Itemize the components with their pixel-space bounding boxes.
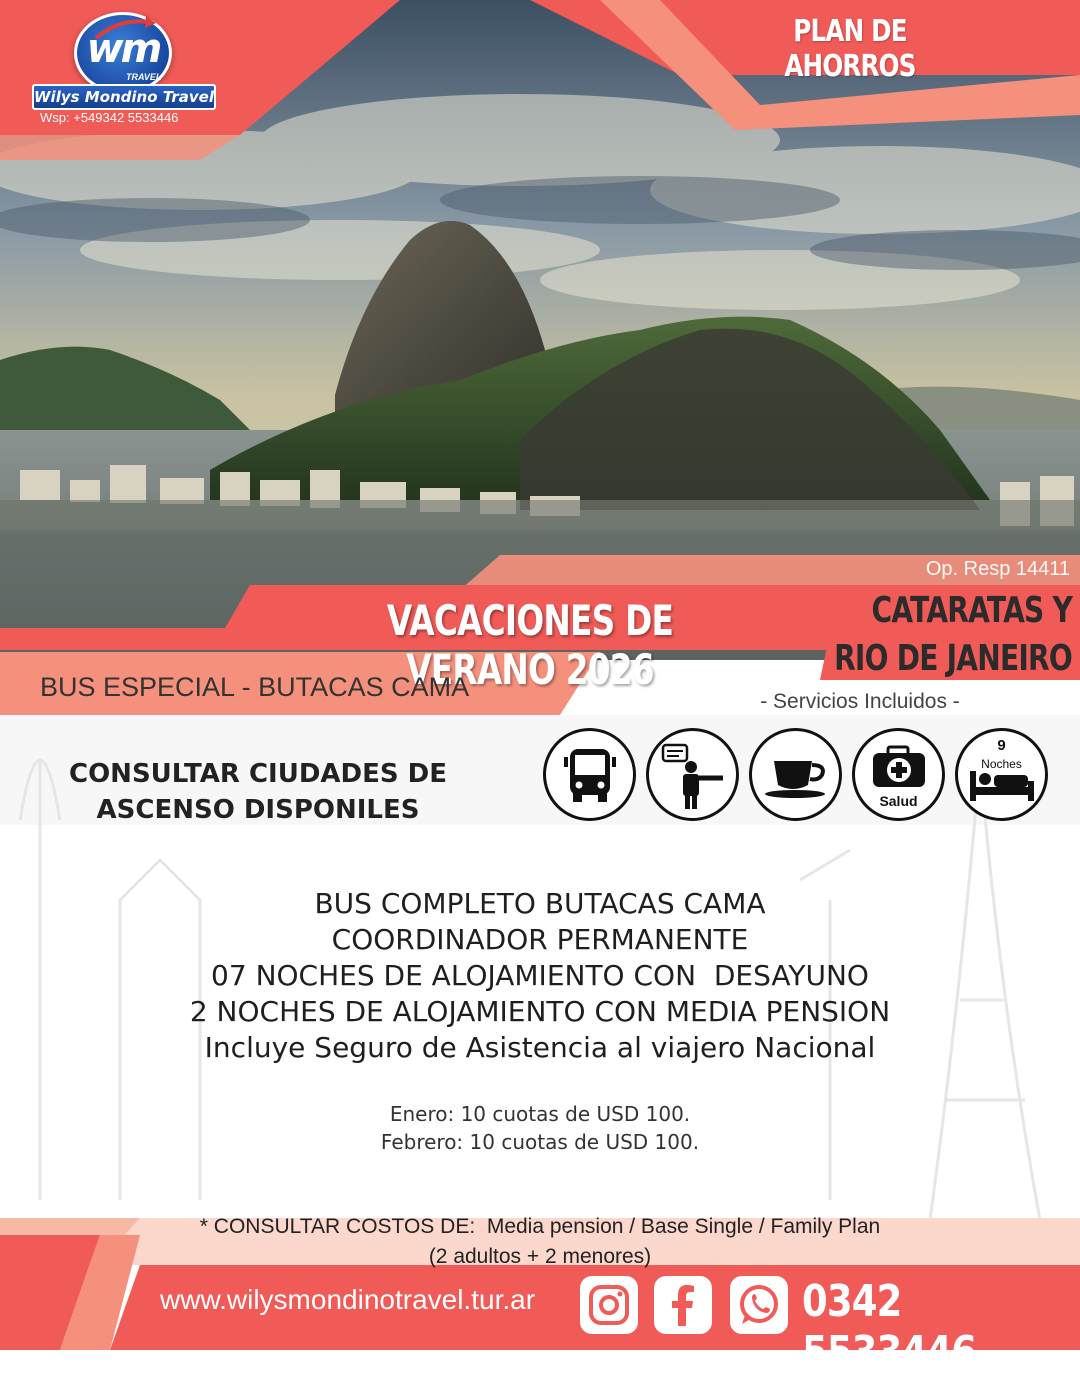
plan-title: PLAN DE AHORROS — [784, 14, 916, 84]
detail-line: BUS COMPLETO BUTACAS CAMA — [314, 887, 766, 920]
consult-cities — [28, 756, 488, 828]
payment-plans — [240, 1100, 840, 1156]
top-left-band-shadow — [0, 135, 240, 160]
package-details — [40, 886, 1040, 1066]
payment-february: Febrero: 10 cuotas de USD 100. — [380, 1130, 700, 1154]
cost-note-line-2: (2 adultos + 2 menores) — [428, 1245, 652, 1268]
cost-note — [100, 1212, 980, 1272]
detail-line: COORDINADOR PERMANENTE — [331, 923, 749, 956]
coordinator-icon — [646, 728, 739, 821]
facebook-icon[interactable] — [654, 1276, 712, 1334]
brand-logo[interactable] — [30, 12, 220, 132]
transport-label: BUS ESPECIAL - BUTACAS CAMA — [40, 672, 470, 702]
payment-january: Enero: 10 cuotas de USD 100. — [389, 1102, 691, 1126]
operator-license: Op. Resp 14411 — [925, 558, 1070, 580]
logo-sub: TRAVEL — [126, 72, 162, 82]
consult-line-1: CONSULTAR CIUDADES DE — [69, 759, 447, 789]
headline: VACACIONES DE VERANO 2026 — [386, 596, 674, 694]
medical-kit-icon — [852, 728, 945, 821]
detail-line: Incluye Seguro de Asistencia al viajero Nacional — [204, 1031, 876, 1064]
services-icons — [543, 728, 1055, 820]
consult-line-2: ASCENSO DISPONILES — [96, 795, 420, 825]
brand-whatsapp: Wsp: +549342 5533446 — [40, 110, 179, 125]
phone-number[interactable]: 0342 5533446 — [802, 1276, 977, 1378]
cost-note-line-1: * CONSULTAR COSTOS DE: Media pension / Base Single / Family Plan — [199, 1215, 881, 1238]
nights-count: 9 — [997, 737, 1006, 754]
bed-icon — [955, 728, 1048, 821]
services-label: - Servicios Incluidos - — [760, 690, 960, 713]
destination-line-1: CATARATAS Y — [871, 590, 1072, 631]
brand-name: Wilys Mondino Travel — [32, 84, 216, 110]
website-link[interactable]: www.wilysmondinotravel.tur.ar — [160, 1284, 536, 1315]
logo-mark: wm — [86, 26, 160, 72]
coffee-cup-icon — [749, 728, 842, 821]
detail-line: 2 NOCHES DE ALOJAMIENTO CON MEDIA PENSION — [189, 995, 891, 1028]
nights-label: Noches — [981, 757, 1022, 771]
detail-line: 07 NOCHES DE ALOJAMIENTO CON DESAYUNO — [211, 959, 869, 992]
bus-icon — [543, 728, 636, 821]
whatsapp-icon[interactable] — [730, 1276, 788, 1334]
destination-line-2: RIO DE JANEIRO — [834, 638, 1072, 679]
salud-label: Salud — [879, 793, 918, 809]
instagram-icon[interactable] — [580, 1276, 638, 1334]
